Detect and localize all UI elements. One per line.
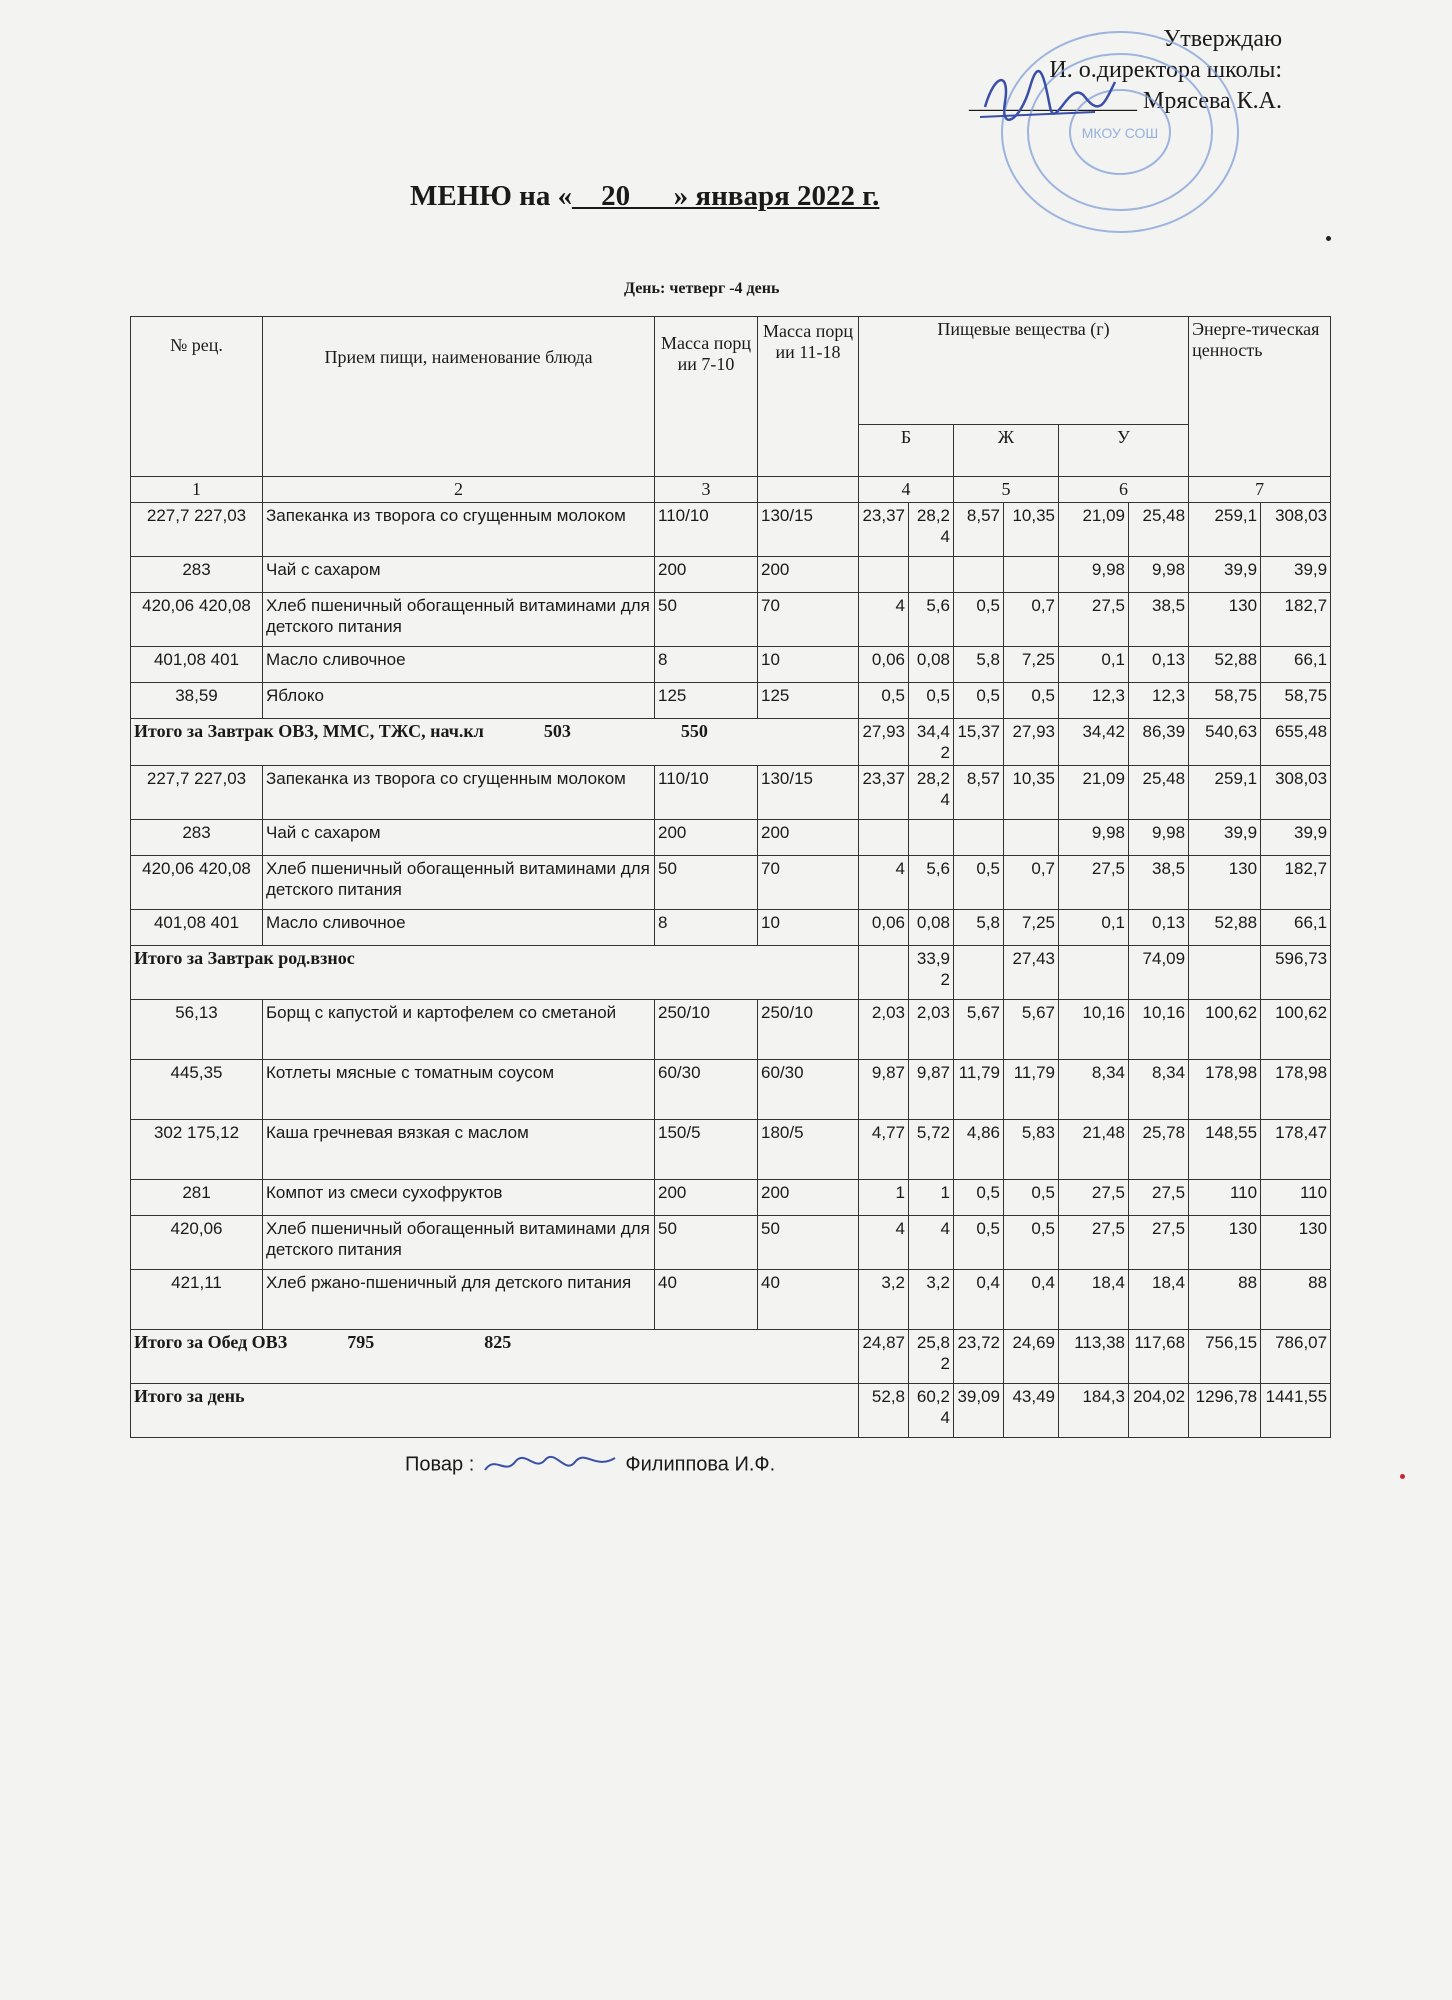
nutrient-value: 7,25 <box>1004 910 1059 946</box>
mass-11-18: 200 <box>758 1180 859 1216</box>
nutrient-value: 0,5 <box>1004 683 1059 719</box>
nutrient-value: 0,7 <box>1004 856 1059 910</box>
nutrient-value: 130 <box>1189 1216 1261 1270</box>
total-label-text: Итого за Завтрак род.взнос <box>134 948 355 968</box>
dish-name: Чай с сахаром <box>263 820 655 856</box>
header-energy: Энерге-тическая ценность <box>1189 317 1331 477</box>
table-row <box>131 683 1331 719</box>
nutrient-value: 25,78 <box>1129 1120 1189 1180</box>
total-value: 74,09 <box>1129 946 1189 1000</box>
total-mass-7-10: 503 <box>543 721 571 741</box>
director-signature-icon <box>975 62 1125 132</box>
nutrient-value: 9,98 <box>1129 820 1189 856</box>
table-row <box>131 1060 1331 1120</box>
nutrient-value: 5,8 <box>954 647 1004 683</box>
total-label <box>131 719 859 766</box>
approval-line-2: И. о.директора школы: <box>1049 57 1282 83</box>
col-number: 1 <box>131 477 263 503</box>
nutrient-value: 0,08 <box>909 647 954 683</box>
recipe-number: 281 <box>131 1180 263 1216</box>
nutrient-value: 0,5 <box>859 683 909 719</box>
total-mass-11-18: 550 <box>680 721 708 741</box>
dish-name: Хлеб пшеничный обогащенный витаминами для детского питания <box>263 856 655 910</box>
total-value: 596,73 <box>1261 946 1331 1000</box>
recipe-number: 302 175,12 <box>131 1120 263 1180</box>
day-subtitle: День: четверг -4 день <box>624 280 780 297</box>
nutrient-value: 5,83 <box>1004 1120 1059 1180</box>
nutrient-value: 88 <box>1261 1270 1331 1330</box>
recipe-number: 56,13 <box>131 1000 263 1060</box>
total-row <box>131 1330 1331 1384</box>
mass-11-18: 70 <box>758 856 859 910</box>
nutrient-value: 4,77 <box>859 1120 909 1180</box>
nutrient-value: 12,3 <box>1129 683 1189 719</box>
table-row <box>131 1120 1331 1180</box>
total-value: 23,72 <box>954 1330 1004 1384</box>
total-value: 39,09 <box>954 1384 1004 1438</box>
nutrient-value: 5,6 <box>909 856 954 910</box>
mass-7-10: 200 <box>655 557 758 593</box>
nutrient-value: 21,48 <box>1059 1120 1129 1180</box>
total-mass-11-18: 825 <box>484 1332 512 1352</box>
table-row <box>131 503 1331 557</box>
mass-7-10: 150/5 <box>655 1120 758 1180</box>
nutrient-value: 130 <box>1261 1216 1331 1270</box>
school-stamp-icon <box>990 22 1250 242</box>
mass-11-18: 130/15 <box>758 503 859 557</box>
nutrient-value: 0,5 <box>954 856 1004 910</box>
nutrient-value: 1 <box>909 1180 954 1216</box>
nutrient-value: 182,7 <box>1261 856 1331 910</box>
nutrient-value <box>909 557 954 593</box>
nutrient-value: 100,62 <box>1189 1000 1261 1060</box>
title-day: __20___ <box>572 180 674 212</box>
col-number: 3 <box>655 477 758 503</box>
recipe-number: 38,59 <box>131 683 263 719</box>
nutrient-value: 27,5 <box>1059 1216 1129 1270</box>
svg-text:МКОУ СОШ: МКОУ СОШ <box>1081 125 1159 141</box>
nutrient-value: 4 <box>859 1216 909 1270</box>
total-value: 52,8 <box>859 1384 909 1438</box>
nutrient-value: 5,6 <box>909 593 954 647</box>
dish-name: Масло сливочное <box>263 910 655 946</box>
nutrient-value: 58,75 <box>1189 683 1261 719</box>
nutrient-value: 0,13 <box>1129 647 1189 683</box>
nutrient-value: 1 <box>859 1180 909 1216</box>
nutrient-value: 66,1 <box>1261 647 1331 683</box>
col-number: 6 <box>1059 477 1189 503</box>
nutrient-value: 259,1 <box>1189 503 1261 557</box>
nutrient-value: 0,06 <box>859 910 909 946</box>
mass-7-10: 250/10 <box>655 1000 758 1060</box>
nutrient-value: 0,13 <box>1129 910 1189 946</box>
total-value: 27,43 <box>1004 946 1059 1000</box>
nutrient-value: 0,5 <box>954 1180 1004 1216</box>
col-number: 2 <box>263 477 655 503</box>
mass-7-10: 200 <box>655 1180 758 1216</box>
mass-7-10: 125 <box>655 683 758 719</box>
nutrient-value: 10,16 <box>1059 1000 1129 1060</box>
dish-name: Котлеты мясные с томатным соусом <box>263 1060 655 1120</box>
nutrient-value: 66,1 <box>1261 910 1331 946</box>
nutrient-value: 12,3 <box>1059 683 1129 719</box>
nutrient-value: 27,5 <box>1059 856 1129 910</box>
header-u: У <box>1059 425 1189 477</box>
total-row <box>131 1384 1331 1438</box>
mass-11-18: 10 <box>758 910 859 946</box>
mass-11-18: 200 <box>758 557 859 593</box>
nutrient-value: 308,03 <box>1261 503 1331 557</box>
nutrient-value: 178,98 <box>1261 1060 1331 1120</box>
total-value: 184,3 <box>1059 1384 1129 1438</box>
title-prefix: МЕНЮ на « <box>410 180 573 212</box>
nutrient-value: 9,98 <box>1059 557 1129 593</box>
nutrient-value: 18,4 <box>1059 1270 1129 1330</box>
nutrient-value: 5,67 <box>954 1000 1004 1060</box>
dish-name: Компот из смеси сухофруктов <box>263 1180 655 1216</box>
nutrient-value <box>954 557 1004 593</box>
nutrient-value <box>859 557 909 593</box>
mass-11-18: 200 <box>758 820 859 856</box>
nutrient-value <box>859 820 909 856</box>
nutrient-value: 25,48 <box>1129 766 1189 820</box>
table-row <box>131 856 1331 910</box>
total-value: 204,02 <box>1129 1384 1189 1438</box>
nutrient-value: 0,1 <box>1059 647 1129 683</box>
nutrient-value: 28,24 <box>909 766 954 820</box>
ink-dot <box>1400 1474 1405 1479</box>
total-value: 33,92 <box>909 946 954 1000</box>
table-row <box>131 557 1331 593</box>
mass-7-10: 60/30 <box>655 1060 758 1120</box>
nutrient-value: 10,16 <box>1129 1000 1189 1060</box>
column-numbers-row <box>131 477 1331 503</box>
dish-name: Каша гречневая вязкая с маслом <box>263 1120 655 1180</box>
mass-7-10: 8 <box>655 910 758 946</box>
total-value: 60,24 <box>909 1384 954 1438</box>
total-value: 34,42 <box>909 719 954 766</box>
nutrient-value: 0,5 <box>954 1216 1004 1270</box>
col-number <box>758 477 859 503</box>
nutrient-value: 178,47 <box>1261 1120 1331 1180</box>
nutrient-value: 52,88 <box>1189 910 1261 946</box>
recipe-number: 401,08 401 <box>131 910 263 946</box>
nutrient-value: 5,72 <box>909 1120 954 1180</box>
nutrient-value: 58,75 <box>1261 683 1331 719</box>
nutrient-value: 39,9 <box>1189 820 1261 856</box>
nutrient-value: 182,7 <box>1261 593 1331 647</box>
dish-name: Хлеб пшеничный обогащенный витаминами для детского питания <box>263 1216 655 1270</box>
total-value: 786,07 <box>1261 1330 1331 1384</box>
nutrient-value: 0,5 <box>1004 1180 1059 1216</box>
nutrient-value: 308,03 <box>1261 766 1331 820</box>
table-row <box>131 1000 1331 1060</box>
cook-label: Повар : <box>405 1453 475 1476</box>
nutrient-value: 3,2 <box>909 1270 954 1330</box>
recipe-number: 283 <box>131 820 263 856</box>
header-zh: Ж <box>954 425 1059 477</box>
total-row <box>131 719 1331 766</box>
total-label <box>131 946 859 1000</box>
total-value: 43,49 <box>1004 1384 1059 1438</box>
menu-table <box>130 316 1331 1438</box>
total-value: 117,68 <box>1129 1330 1189 1384</box>
mass-7-10: 50 <box>655 1216 758 1270</box>
total-value: 86,39 <box>1129 719 1189 766</box>
nutrient-value: 130 <box>1189 856 1261 910</box>
nutrient-value: 28,24 <box>909 503 954 557</box>
nutrient-value: 8,34 <box>1059 1060 1129 1120</box>
nutrient-value: 0,4 <box>1004 1270 1059 1330</box>
mass-11-18: 60/30 <box>758 1060 859 1120</box>
nutrient-value: 7,25 <box>1004 647 1059 683</box>
table-row <box>131 910 1331 946</box>
recipe-number: 420,06 <box>131 1216 263 1270</box>
menu-body <box>131 503 1331 1438</box>
total-value: 1441,55 <box>1261 1384 1331 1438</box>
table-row <box>131 766 1331 820</box>
header-b: Б <box>859 425 954 477</box>
nutrient-value <box>1004 820 1059 856</box>
total-label-text: Итого за Завтрак ОВЗ, ММС, ТЖС, нач.кл <box>134 721 484 741</box>
nutrient-value: 39,9 <box>1189 557 1261 593</box>
nutrient-value: 2,03 <box>909 1000 954 1060</box>
mass-11-18: 130/15 <box>758 766 859 820</box>
mass-11-18: 40 <box>758 1270 859 1330</box>
dish-name: Хлеб ржано-пшеничный для детского питания <box>263 1270 655 1330</box>
mass-11-18: 70 <box>758 593 859 647</box>
total-value: 27,93 <box>1004 719 1059 766</box>
mass-7-10: 200 <box>655 820 758 856</box>
total-value: 25,82 <box>909 1330 954 1384</box>
mass-7-10: 50 <box>655 856 758 910</box>
total-label-text: Итого за день <box>134 1386 245 1406</box>
nutrient-value: 3,2 <box>859 1270 909 1330</box>
nutrient-value: 9,98 <box>1059 820 1129 856</box>
mass-7-10: 40 <box>655 1270 758 1330</box>
col-number: 7 <box>1189 477 1331 503</box>
title-suffix: » января 2022 г. <box>673 180 880 212</box>
total-value <box>1189 946 1261 1000</box>
total-label-text: Итого за Обед ОВЗ <box>134 1332 288 1352</box>
mass-7-10: 8 <box>655 647 758 683</box>
total-label <box>131 1384 859 1438</box>
table-row <box>131 1270 1331 1330</box>
nutrient-value: 178,98 <box>1189 1060 1261 1120</box>
nutrient-value: 100,62 <box>1261 1000 1331 1060</box>
dish-name: Борщ с капустой и картофелем со сметаной <box>263 1000 655 1060</box>
nutrient-value: 39,9 <box>1261 820 1331 856</box>
nutrient-value: 2,03 <box>859 1000 909 1060</box>
nutrient-value: 4 <box>859 593 909 647</box>
nutrient-value: 52,88 <box>1189 647 1261 683</box>
total-value: 655,48 <box>1261 719 1331 766</box>
total-mass-7-10: 795 <box>347 1332 375 1352</box>
nutrient-value: 0,5 <box>954 683 1004 719</box>
cook-signature-line <box>405 1450 775 1480</box>
nutrient-value <box>909 820 954 856</box>
recipe-number: 283 <box>131 557 263 593</box>
total-label <box>131 1330 859 1384</box>
total-value: 27,93 <box>859 719 909 766</box>
table-row <box>131 1216 1331 1270</box>
nutrient-value: 0,7 <box>1004 593 1059 647</box>
recipe-number: 227,7 227,03 <box>131 766 263 820</box>
total-value: 24,69 <box>1004 1330 1059 1384</box>
cook-signature-icon <box>480 1450 620 1480</box>
nutrient-value: 0,5 <box>1004 1216 1059 1270</box>
dish-name: Яблоко <box>263 683 655 719</box>
header-dish: Прием пищи, наименование блюда <box>263 317 655 477</box>
mass-11-18: 180/5 <box>758 1120 859 1180</box>
nutrient-value: 0,4 <box>954 1270 1004 1330</box>
page-title <box>410 180 879 213</box>
nutrient-value: 21,09 <box>1059 503 1129 557</box>
dish-name: Масло сливочное <box>263 647 655 683</box>
mass-7-10: 110/10 <box>655 766 758 820</box>
nutrient-value: 0,1 <box>1059 910 1129 946</box>
nutrient-value: 27,5 <box>1059 593 1129 647</box>
nutrient-value: 148,55 <box>1189 1120 1261 1180</box>
nutrient-value: 0,5 <box>909 683 954 719</box>
nutrient-value: 130 <box>1189 593 1261 647</box>
nutrient-value: 4 <box>859 856 909 910</box>
header-mass-7-10: Масса порции 7-10 <box>655 317 758 477</box>
nutrient-value: 9,87 <box>909 1060 954 1120</box>
nutrient-value: 4,86 <box>954 1120 1004 1180</box>
recipe-number: 401,08 401 <box>131 647 263 683</box>
nutrient-value: 259,1 <box>1189 766 1261 820</box>
nutrient-value: 110 <box>1189 1180 1261 1216</box>
nutrient-value: 23,37 <box>859 503 909 557</box>
total-value <box>1059 946 1129 1000</box>
header-nutrients: Пищевые вещества (г) <box>859 317 1189 425</box>
total-value: 34,42 <box>1059 719 1129 766</box>
cook-name: Филиппова И.Ф. <box>625 1453 776 1476</box>
total-row <box>131 946 1331 1000</box>
col-number: 5 <box>954 477 1059 503</box>
nutrient-value: 0,5 <box>954 593 1004 647</box>
nutrient-value: 8,34 <box>1129 1060 1189 1120</box>
header-mass-11-18: Масса порции 11-18 <box>758 317 859 477</box>
mass-11-18: 50 <box>758 1216 859 1270</box>
nutrient-value: 9,87 <box>859 1060 909 1120</box>
nutrient-value: 8,57 <box>954 766 1004 820</box>
nutrient-value: 38,5 <box>1129 856 1189 910</box>
ink-dot <box>1326 236 1331 241</box>
dish-name: Чай с сахаром <box>263 557 655 593</box>
mass-11-18: 250/10 <box>758 1000 859 1060</box>
recipe-number: 445,35 <box>131 1060 263 1120</box>
approval-line-1: Утверждаю <box>1163 26 1282 52</box>
approval-line-3: ______________ Мрясева К.А. <box>969 88 1282 114</box>
director-name: Мрясева К.А. <box>1143 88 1282 114</box>
table-row <box>131 1180 1331 1216</box>
total-value: 24,87 <box>859 1330 909 1384</box>
dish-name: Запеканка из творога со сгущенным молоком <box>263 766 655 820</box>
nutrient-value <box>1004 557 1059 593</box>
nutrient-value: 5,8 <box>954 910 1004 946</box>
nutrient-value: 110 <box>1261 1180 1331 1216</box>
total-value: 756,15 <box>1189 1330 1261 1384</box>
recipe-number: 227,7 227,03 <box>131 503 263 557</box>
nutrient-value: 5,67 <box>1004 1000 1059 1060</box>
nutrient-value: 38,5 <box>1129 593 1189 647</box>
nutrient-value: 0,08 <box>909 910 954 946</box>
total-value: 15,37 <box>954 719 1004 766</box>
nutrient-value <box>954 820 1004 856</box>
recipe-number: 420,06 420,08 <box>131 593 263 647</box>
total-value <box>859 946 909 1000</box>
total-value <box>954 946 1004 1000</box>
nutrient-value: 10,35 <box>1004 503 1059 557</box>
nutrient-value: 9,98 <box>1129 557 1189 593</box>
nutrient-value: 27,5 <box>1129 1180 1189 1216</box>
recipe-number: 421,11 <box>131 1270 263 1330</box>
nutrient-value: 0,06 <box>859 647 909 683</box>
total-value: 1296,78 <box>1189 1384 1261 1438</box>
mass-7-10: 110/10 <box>655 503 758 557</box>
nutrient-value: 88 <box>1189 1270 1261 1330</box>
nutrient-value: 27,5 <box>1129 1216 1189 1270</box>
nutrient-value: 8,57 <box>954 503 1004 557</box>
table-row <box>131 820 1331 856</box>
nutrient-value: 11,79 <box>954 1060 1004 1120</box>
nutrient-value: 4 <box>909 1216 954 1270</box>
total-value: 113,38 <box>1059 1330 1129 1384</box>
dish-name: Запеканка из творога со сгущенным молоком <box>263 503 655 557</box>
nutrient-value: 21,09 <box>1059 766 1129 820</box>
nutrient-value: 23,37 <box>859 766 909 820</box>
nutrient-value: 39,9 <box>1261 557 1331 593</box>
header-rec: № рец. <box>131 317 263 477</box>
nutrient-value: 25,48 <box>1129 503 1189 557</box>
recipe-number: 420,06 420,08 <box>131 856 263 910</box>
dish-name: Хлеб пшеничный обогащенный витаминами для детского питания <box>263 593 655 647</box>
table-row <box>131 647 1331 683</box>
col-number: 4 <box>859 477 954 503</box>
mass-7-10: 50 <box>655 593 758 647</box>
table-row <box>131 593 1331 647</box>
total-value: 540,63 <box>1189 719 1261 766</box>
mass-11-18: 10 <box>758 647 859 683</box>
nutrient-value: 27,5 <box>1059 1180 1129 1216</box>
nutrient-value: 10,35 <box>1004 766 1059 820</box>
mass-11-18: 125 <box>758 683 859 719</box>
nutrient-value: 18,4 <box>1129 1270 1189 1330</box>
nutrient-value: 11,79 <box>1004 1060 1059 1120</box>
